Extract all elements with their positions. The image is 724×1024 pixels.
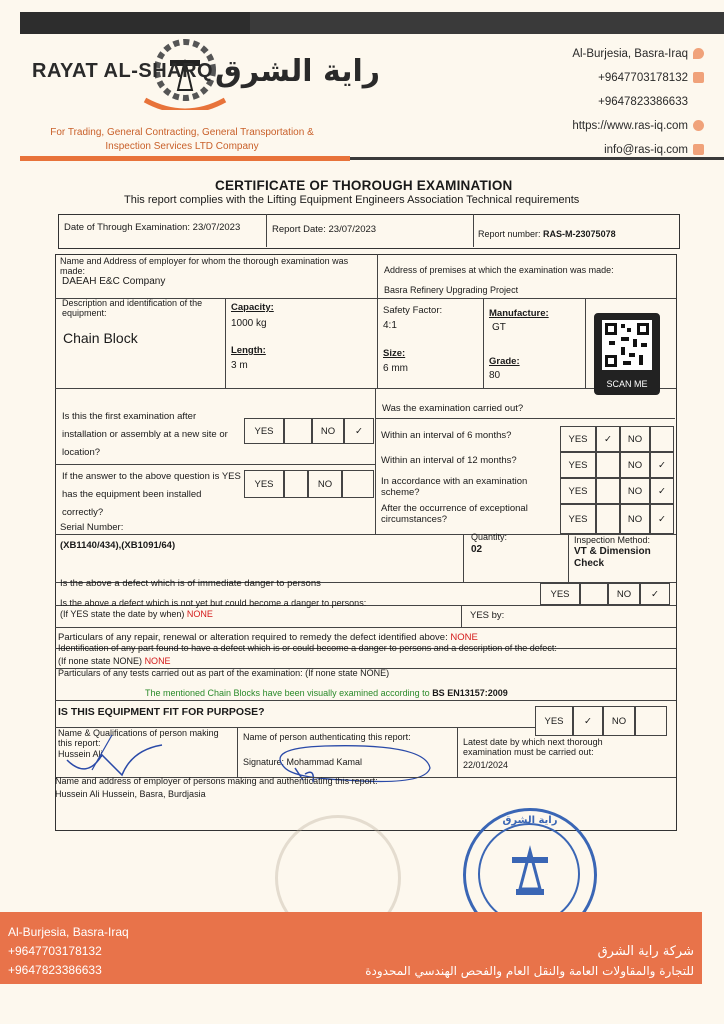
next-exam-value: 22/01/2024 — [463, 760, 509, 770]
stamp-text-arabic: راية الشرق — [502, 815, 558, 826]
defect-identification-note: (If none state NONE) NONE — [58, 656, 171, 666]
six-months-question: Within an interval of 6 months? — [381, 430, 512, 441]
quantity-value: 02 — [471, 544, 483, 555]
exceptional-question: After the occurrence of exceptional circumstances? — [381, 503, 528, 525]
header-website[interactable]: https://www.ras-iq.com — [572, 120, 704, 132]
scheme-question: In accordance with an examination scheme? — [381, 476, 528, 498]
brand-name: RAYAT AL-SHARQ — [32, 60, 214, 82]
6m-yes-check[interactable]: ✓ — [596, 426, 620, 452]
fit-for-purpose-question: IS THIS EQUIPMENT FIT FOR PURPOSE? — [58, 706, 265, 718]
except-yes-box[interactable] — [596, 504, 620, 534]
header-phone1: +9647703178132 — [598, 72, 704, 84]
tests-value: The mentioned Chain Blocks have been visually examined according to BS EN13157:2009 — [145, 688, 508, 698]
header-address: Al-Burjesia, Basra-Iraq — [572, 48, 704, 60]
q2-no[interactable]: NO — [308, 470, 342, 498]
q2-yes-box[interactable] — [284, 470, 308, 498]
premises-value: Basra Refinery Upgrading Project — [384, 285, 519, 295]
fit-no-box[interactable] — [635, 706, 667, 736]
employer-value: DAEAH E&C Company — [62, 276, 166, 287]
examination-carried-label: Was the examination carried out? — [382, 403, 524, 414]
certificate-title: CERTIFICATE OF THOROUGH EXAMINATION — [215, 178, 513, 193]
except-no-check[interactable]: ✓ — [650, 504, 674, 534]
report-person-value: Hussein Ali — [58, 749, 103, 759]
footer-description-arabic: للتجارة والمقاولات العامة والنقل العام والفحص الهندسي المحدودة — [365, 964, 694, 978]
twelve-months-question: Within an interval of 12 months? — [381, 455, 517, 466]
employer-authenticating-value: Hussein Ali Hussein, Basra, Burdjasia — [55, 789, 206, 799]
footer-address: Al-Burjesia, Basra-Iraq — [8, 925, 129, 939]
safety-label: Safety Factor: — [383, 305, 443, 316]
repair-question: Particulars of any repair, renewal or alteration required to remedy the defect identified above: NONE — [58, 632, 478, 643]
12m-yes[interactable]: YES — [560, 452, 596, 478]
scheme-yes-box[interactable] — [596, 478, 620, 504]
fit-yes-check[interactable]: ✓ — [573, 706, 603, 736]
safety-value: 4:1 — [383, 320, 397, 331]
header-email[interactable]: info@ras-iq.com — [604, 144, 704, 156]
next-exam-label: Latest date by which next thorough examination must be carried out: — [463, 737, 603, 757]
12m-yes-box[interactable] — [596, 452, 620, 478]
report-date: Report Date: 23/07/2023 — [272, 224, 377, 235]
manufacture-value: GT — [492, 322, 506, 333]
immediate-danger-question: Is the above a defect which is of immediate danger to persons — [60, 578, 321, 589]
grade-value: 80 — [489, 370, 501, 381]
exam-date: Date of Through Examination: 23/07/2023 — [64, 222, 241, 233]
premises-label: Address of premises at which the examination was made: — [384, 265, 614, 275]
header-phone2: +9647823386633 — [598, 96, 688, 108]
authenticator-value: Signature: Mohammad Kamal — [243, 757, 363, 767]
manufacture-label: Manufacture: — [489, 308, 549, 319]
first-exam-question: Is this the first examination after installation or assembly at a new site or location? — [62, 411, 228, 458]
quantity-label: Quantity: — [471, 532, 508, 542]
future-danger-note: (If YES state the date by when) NONE — [60, 609, 213, 619]
serial-label: Serial Number: — [60, 522, 124, 533]
brand-name-arabic: راية الشرق — [215, 54, 381, 89]
divider-dark — [350, 157, 724, 160]
immediate-yes-box[interactable] — [580, 583, 608, 605]
12m-no[interactable]: NO — [620, 452, 650, 478]
q2-yes[interactable]: YES — [244, 470, 284, 498]
stamp-emblem-icon — [502, 845, 558, 901]
scan-me-label: SCAN ME — [606, 379, 648, 389]
immediate-no-check[interactable]: ✓ — [640, 583, 670, 605]
installed-correctly-question: If the answer to the above question is YES has the equipment been installed correctly? — [62, 471, 241, 518]
serial-value: (XB1140/434),(XB1091/64) — [60, 540, 176, 551]
employer-label: Name and Address of employer for whom the thorough examination was made: — [60, 256, 349, 276]
yes-by-label: YES by: — [470, 610, 505, 621]
tests-question: Particulars of any tests carried out as part of the examination: (If none state NONE) — [58, 668, 390, 678]
length-label: Length: — [231, 345, 266, 356]
scheme-no-check[interactable]: ✓ — [650, 478, 674, 504]
capacity-value: 1000 kg — [231, 318, 267, 329]
qr-code[interactable] — [594, 313, 660, 395]
footer-phone1: +9647703178132 — [8, 944, 102, 958]
footer-phone2: +9647823386633 — [8, 963, 102, 977]
q2-no-box[interactable] — [342, 470, 374, 498]
q1-yes[interactable]: YES — [244, 418, 284, 444]
scheme-no[interactable]: NO — [620, 478, 650, 504]
employer-authenticating-label: Name and address of employer of persons making and authenticating this report: — [55, 776, 378, 786]
certificate-subtitle: This report complies with the Lifting Equipment Engineers Association Technical requirements — [124, 194, 580, 206]
except-no[interactable]: NO — [620, 504, 650, 534]
divider-accent — [20, 156, 350, 161]
fit-yes[interactable]: YES — [535, 706, 573, 736]
q1-no-check[interactable]: ✓ — [344, 418, 374, 444]
length-value: 3 m — [231, 360, 248, 371]
scheme-yes[interactable]: YES — [560, 478, 596, 504]
6m-yes[interactable]: YES — [560, 426, 596, 452]
immediate-no[interactable]: NO — [608, 583, 640, 605]
12m-no-check[interactable]: ✓ — [650, 452, 674, 478]
description-value: Chain Block — [63, 330, 138, 346]
description-label: Description and identification of the equipment: — [62, 298, 203, 318]
grade-label: Grade: — [489, 356, 520, 367]
fit-no[interactable]: NO — [603, 706, 635, 736]
immediate-yes[interactable]: YES — [540, 583, 580, 605]
defect-identification-question: Identification of any part found to have a defect which is or could become a danger to persons and a description of the defect: — [58, 643, 557, 653]
report-number: Report number: RAS-M-23075078 — [478, 229, 616, 239]
except-yes[interactable]: YES — [560, 504, 596, 534]
q1-no[interactable]: NO — [312, 418, 344, 444]
q1-yes-box[interactable] — [284, 418, 312, 444]
inspection-method-value: VT & Dimension Check — [574, 546, 651, 569]
footer-company-arabic: شركة راية الشرق — [597, 944, 694, 959]
report-person-label: Name & Qualifications of person making this report: — [58, 728, 219, 748]
6m-no-box[interactable] — [650, 426, 674, 452]
tagline: For Trading, General Contracting, General Transportation & Inspection Services LTD Company — [50, 127, 314, 152]
capacity-label: Capacity: — [231, 302, 274, 313]
size-value: 6 mm — [383, 363, 408, 374]
signature-1 — [62, 730, 172, 780]
6m-no[interactable]: NO — [620, 426, 650, 452]
size-label: Size: — [383, 348, 406, 359]
future-danger-question: Is the above a defect which is not yet but could become a danger to persons: — [60, 598, 367, 608]
inspection-method-label: Inspection Method: — [574, 535, 651, 545]
authenticator-label: Name of person authenticating this report: — [243, 732, 411, 742]
